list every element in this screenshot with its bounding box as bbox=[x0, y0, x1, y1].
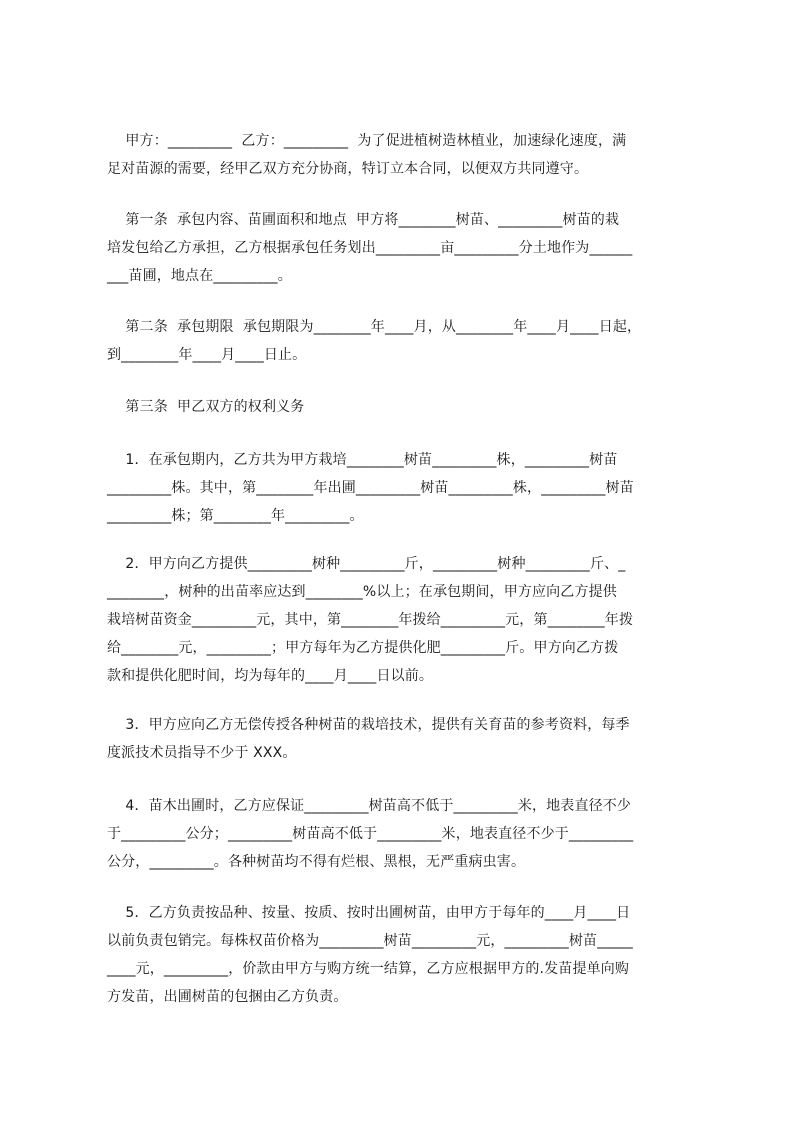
item-2-paragraph bbox=[107, 550, 702, 690]
text-line: 甲方：_________ 乙方：_________ 为了促进植树造林植业，加速绿化速度，满 bbox=[107, 133, 627, 149]
item-1-paragraph bbox=[107, 446, 702, 530]
text-line: _________株；第________年_________。 bbox=[107, 508, 364, 524]
text-line: 1．在承包期内，乙方共为甲方栽培________树苗_________株，_________树苗 bbox=[107, 452, 618, 468]
text-line: 方发苗，出圃树苗的包捆由乙方负责。 bbox=[107, 989, 348, 1005]
preamble-paragraph bbox=[107, 127, 702, 183]
text-line: 以前负责包销完。每株权苗价格为_________树苗_________元，_________树苗_____ bbox=[107, 933, 633, 949]
text-line: 栽培树苗资金_________元，其中，第________年拨给_________元，第________年拨 bbox=[107, 612, 634, 628]
text-line: 度派技术员指导不少于 XXX。 bbox=[107, 745, 297, 761]
text-line: 第一条 承包内容、苗圃面积和地点 甲方将________树苗、_________树苗的栽 bbox=[107, 212, 620, 228]
text-line: 到________年____月____日止。 bbox=[107, 347, 307, 363]
article-3-heading bbox=[107, 393, 702, 421]
text-line: 足对苗源的需要，经甲乙双方充分协商，特订立本合同，以便双方共同遵守。 bbox=[107, 161, 589, 177]
text-line: 培发包给乙方承担，乙方根据承包任务划出_________亩_________分土地作为______ bbox=[107, 240, 633, 256]
text-line: 3．甲方应向乙方无偿传授各种树苗的栽培技术，提供有关育苗的参考资料，每季 bbox=[107, 717, 630, 733]
text-line: 款和提供化肥时间，均为每年的____月____日以前。 bbox=[107, 668, 434, 684]
text-line: ____元，_________，价款由甲方与购方统一结算，乙方应根据甲方的.发苗提单向购 bbox=[107, 961, 630, 977]
text-line: 2．甲方向乙方提供_________树种_________斤，_________树种_________斤、_ bbox=[107, 556, 626, 572]
text-line: 第三条 甲乙双方的权利义务 bbox=[107, 399, 305, 415]
text-line: _________株。其中，第________年出圃_________树苗_________株，_________树苗 bbox=[107, 480, 634, 496]
text-line: 4．苗木出圃时，乙方应保证_________树苗高不低于_________米，地表直径不少 bbox=[107, 798, 632, 814]
article-1-paragraph bbox=[107, 206, 702, 290]
item-5-paragraph bbox=[107, 899, 702, 1011]
text-line: 给________元，_________；甲方每年为乙方提供化肥_________斤。甲方向乙方拨 bbox=[107, 640, 619, 656]
text-line: 公分，_________。各种树苗均不得有烂根、黑根，无严重病虫害。 bbox=[107, 854, 526, 870]
text-line: 于_________公分；_________树苗高不低于_________米，地表直径不少于_________ bbox=[107, 826, 634, 842]
item-4-paragraph bbox=[107, 792, 702, 876]
item-3-paragraph bbox=[107, 711, 702, 767]
article-2-paragraph bbox=[107, 313, 702, 369]
text-line: ________，树种的出苗率应达到________%以上；在承包期间，甲方应向乙方提供 bbox=[107, 584, 617, 600]
text-line: 5．乙方负责按品种、按量、按质、按时出圃树苗，由甲方于每年的____月____日 bbox=[107, 905, 631, 921]
text-line: 第二条 承包期限 承包期限为________年____月，从________年____月____日起， bbox=[107, 319, 642, 335]
text-line: ___苗圃，地点在_________。 bbox=[107, 268, 292, 284]
